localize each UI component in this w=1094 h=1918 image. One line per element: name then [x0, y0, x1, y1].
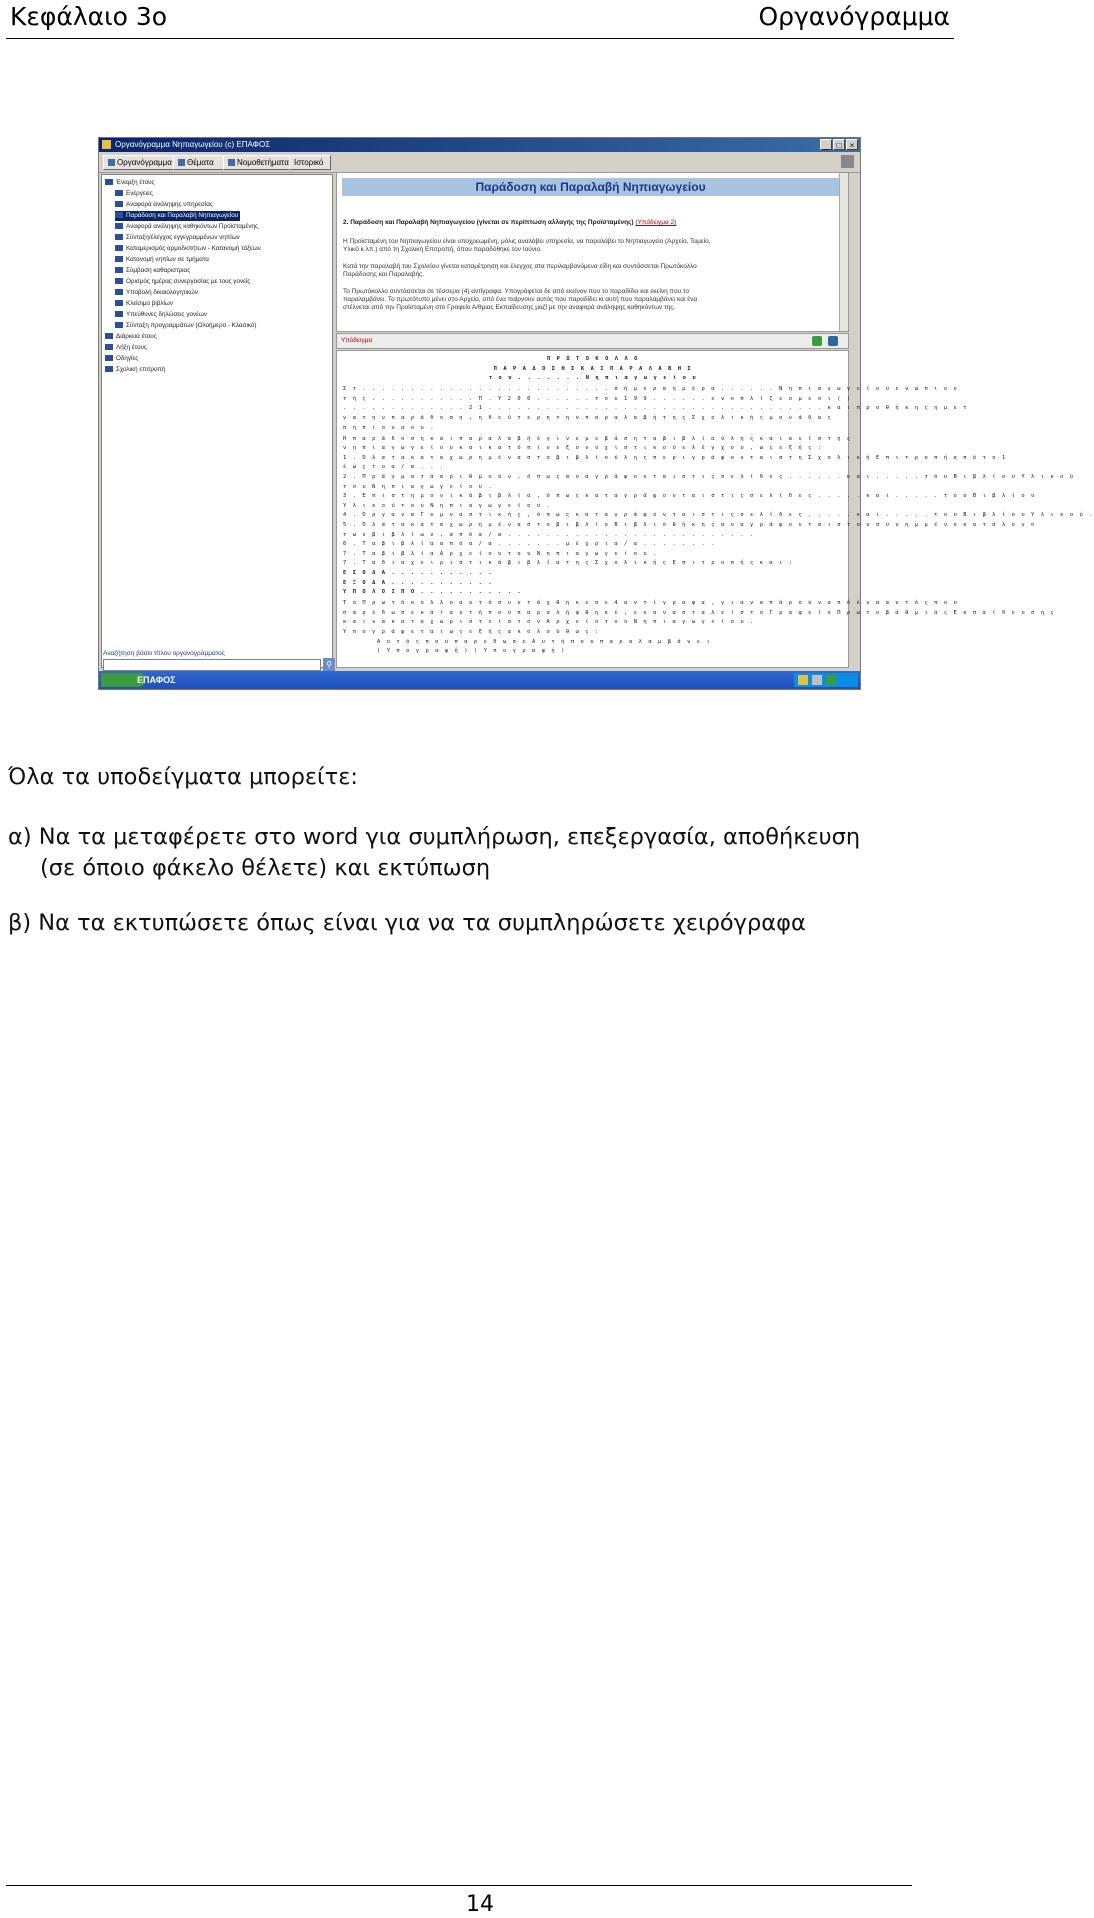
tree-node[interactable]: Λήξη έτους: [105, 343, 147, 353]
tree-node[interactable]: Αναφορά ανάληψης καθηκόντων Προϊσταμένης: [115, 222, 258, 232]
section-title: Οργανόγραμμα: [758, 2, 950, 31]
document-line: Α υ τ ό ς π ο υ π α ρ ε δ ω σ ε Α υ τ ή π ο υ π α ρ α λ α μ β ά ν ε ι: [377, 638, 712, 645]
search-input[interactable]: [103, 659, 321, 671]
document-line: 2 . Π ρ ά γ μ α τ α α ρ ι θ μ ο ύ ν , ό π ω ς α ν α γ ρ ά φ ο ν τ α ι σ τ ι ς σ ε λ ί δ ε ς . . . . . . κ α ι . . . . . τ ο υ Β ι β λ ί ο υ Υ λ ι κ ο ύ: [343, 474, 1075, 480]
document-line: 7 . Τ α δ ι α χ ε ι ρ ι σ τ ι κ ά β ι β λ ί α τ η ς Σ χ ο λ ι κ ή ς Ε π ι τ ρ ο π ή ς κ α ι :: [343, 560, 794, 567]
caption-option-b: β) Να τα εκτυπώσετε όπως είναι για να τα συμπληρώσετε χειρόγραφα: [8, 910, 806, 936]
tree-node[interactable]: Σύνταξη προγραμμάτων (Ολοήμερο - Κλασικό): [115, 321, 257, 331]
sample-link[interactable]: (Υπόδειγμα 2): [635, 219, 677, 226]
toolbar-legislation-button[interactable]: Νομοθετήματα: [223, 155, 295, 170]
document-line: τ ω ν β ι β λ ί ω ν , α π ό α / α . . . . . . . . . . . . . . . . . . . . . . . . . .: [343, 531, 755, 538]
export-word-icon[interactable]: [828, 336, 838, 346]
tree-node[interactable]: Σχολική επιτροπή: [105, 365, 165, 375]
document-line: 5 . Ό λ α τ α κ α τ α χ ω ρ η μ έ ν α σ τ ο β ι β λ ί ο Β ι β λ ι ο θ ή κ η ς α ν α γ ρ ά φ ο ν τ α ι σ τ ο ν σ υ ν η μ μ έ ν ο κ α τ ά λ ο γ ο: [343, 522, 1036, 528]
organogram-tree: [101, 174, 333, 668]
document-line: 3 . Ε π ι σ τ η μ ο ν ι κ ά β ι β λ ί α , ό π ω ς κ α τ α γ ρ ά φ ο ν τ α ι σ τ ι ς σ ε λ ί δ ε ς . . . . . κ α ι . . . . . τ ο υ Β ι β λ ί ο υ: [343, 493, 1036, 500]
document-line: Π Α Ρ Α Δ Ο Σ Η Σ Κ Α Ι Π Α Ρ Α Λ Α Β Η Σ: [493, 365, 693, 372]
document-line: 4 . Ό ρ γ α ν α Γ υ μ ν α σ τ ι κ ή ς , ό π ω ς κ α τ α γ ρ ά φ ο ν τ α ι σ τ ι ς σ ε λ ί δ ε ς . . . . . κ α ι . . . . . τ ο υ Β ι β λ ί ο υ Υ λ ι κ ο ύ .: [343, 512, 1094, 519]
document-line: τ ο υ Ν η π ι α γ ω γ ε ί ο υ .: [343, 483, 494, 490]
topic-scrollbar[interactable]: [839, 173, 848, 331]
document-line: ( Υ π ο γ ρ α φ ή ) ( Υ π ο γ ρ α φ ή ): [377, 648, 566, 655]
document-line: κ α ι ν α κ α τ α χ ω ρ ι σ τ ε ί σ τ ο ν Α ρ χ ε ί ο τ ο υ Ν η π ι α γ ω γ ε ί ο υ .: [343, 619, 755, 626]
window-title: Οργανόγραμμα Νηπιαγωγείου (c) ΕΠΑΦΟΣ: [115, 140, 271, 149]
document-line: 6 . Τ α β ι β λ ί α α π ό α / α . . . . . . . μ έ χ ρ ι α / α . . . . . . . .: [343, 541, 717, 548]
tree-node[interactable]: Διάρκεια έτους: [105, 332, 157, 342]
topic-banner: Παράδοση και Παραλαβή Νηπιαγωγείου: [342, 178, 839, 196]
topic-text: Το Πρωτόκολλο συντάσσεται σε τέσσερα (4) αντίγραφα. Υπογράφεται δε από εκείνον που το παραδίδει και εκείνη που το: [343, 288, 690, 295]
minimize-button[interactable]: _: [820, 139, 832, 150]
sample-bar: [336, 333, 849, 349]
search-label: Αναζήτηση βάσει τίτλου οργανογράμματος: [103, 650, 225, 657]
taskbar-label: ΕΠΑΦΟΣ: [137, 675, 176, 685]
page-number: 14: [466, 1892, 494, 1917]
tree-node-selected[interactable]: Παράδοση και Παραλαβή Νηπιαγωγείου: [115, 211, 240, 221]
exit-icon[interactable]: [826, 675, 836, 685]
info-icon[interactable]: [812, 675, 822, 685]
caption-option-a-continued: (σε όποιο φάκελο θέλετε) και εκτύπωση: [40, 855, 491, 881]
tree-node[interactable]: Σύνταξη/έλεγχος εγγεγραμμένων νηπίων: [115, 233, 240, 243]
document-line: έ ω ς τ ο α / α . . .: [343, 464, 445, 471]
tree-node[interactable]: Αναφορά ανάληψης υπηρεσίας: [115, 200, 213, 210]
document-line: Τ ο Π ρ ω τ ό κ ο λ λ ο α υ τ ό σ υ ν τ ά χ θ η κ ε σ ε 4 α ν τ ί γ ρ α φ α , γ ι α ν α π ά ρ ο υ ν α π ό έ ν α α υ τ ό ς π ο υ: [343, 600, 959, 607]
document-line: Υ π ο γ ρ ά φ ε τ α ι ω ς ε ξ ή ς α κ ο λ ο ύ θ ω ς :: [343, 629, 600, 635]
topics-icon: [178, 159, 185, 166]
document-line: 7 . Τ α β ι β λ ί α Α ρ χ ε ί ο υ τ ο υ Ν η π ι α γ ω γ ε ί ο υ .: [343, 550, 658, 557]
topic-text: Κατά την παραλαβή του Σχολείου γίνεται καταμέτρηση και έλεγχος στα περιλαμβανόμενα είδη και συντάσσεται Πρωτόκολλο: [343, 263, 697, 270]
document-line: Σ τ . . . . . . . . . . . . . . . . . . . . . . . . . . σ ή μ ε ρ α η μ έ ρ α . . . . . . Ν η π ι α γ ω γ ε ί ο υ ε ν ώ π ι ο ν: [343, 386, 959, 393]
document-line: Υ λ ι κ ο ύ τ ο υ Ν η π ι α γ ω γ ε ί ο υ .: [343, 502, 552, 509]
tree-node[interactable]: Υπεύθυνες δηλώσεις γονέων: [115, 310, 207, 320]
organogram-icon: [108, 159, 115, 166]
document-line: τ ή ς . . . . . . . . . . . Π . Υ 2 0 0 . . . . . . τ ο υ 1 9 9 . . . . . . ε ν ο π λ ί ζ ε ο μ ε ο ι ( ): [343, 395, 852, 402]
print-icon[interactable]: [841, 155, 854, 168]
application-screenshot: [98, 137, 1094, 690]
topic-text: παραλαμβάνει. Το πρωτότυπο μένει στο Αρχείο, από ένα παίρνουν αυτός που παραδίδει κι αυτή που παραλαμβάνει και ένα: [343, 296, 698, 303]
document-line: 1 . Ό λ α τ α κ α τ α χ ω ρ η μ έ ν α σ τ ο β ι β λ ί ο ύ λ η ς π ε ρ ι γ ρ ά φ ο ν τ α ι σ τ η Σ χ ο λ ι κ ή Ε π ι τ ρ ο π ή α π ό τ ο 1: [343, 454, 1007, 461]
sample-document: [336, 350, 1094, 668]
topic-text: Παράδοσης και Παραλαβής.: [343, 271, 424, 278]
document-line: ν η π ι α γ ω γ ε ί ο υ κ α ι κ α τ ό π ι ν ε ξ ο ν υ χ ι σ τ ι κ ο ύ ε λ έ γ χ ο υ , ω ς ε ξ ή ς :: [343, 445, 823, 452]
caption-option-a: α) Να τα μεταφέρετε στο word για συμπλήρωση, επεξεργασία, αποθήκευση: [8, 824, 861, 850]
toolbar-history-button[interactable]: Ιστορικό: [289, 155, 331, 170]
topic-heading: 2. Παράδοση και Παραλαβή Νηπιαγωγείου (γίνεται σε περίπτωση αλλαγής της Προϊσταμένης) (Υπόδειγμα 2): [343, 219, 677, 226]
tree-node[interactable]: Οδηγίες: [105, 354, 138, 364]
topic-text: στέλνεται από την Προϊσταμένη στο Γραφείο Α/θμιας Εκπαίδευσης μαζί με την αναφορά ανάληψης καθηκόντων της.: [343, 304, 676, 311]
document-line: π α ρ έ δ ω σ ε κ α ι α υ τ ή π ο υ π α ρ α λ ή φ θ η κ ε , ε ν α ν α σ τ α λ ε ί σ τ ο Γ ρ α φ ε ί ο Π ρ ω τ ο β ά θ μ ι α ς Ε κ π α ί δ ε υ σ η ς: [343, 609, 1056, 616]
caption-intro: Όλα τα υποδείγματα μπορείτε:: [8, 764, 358, 790]
tree-node[interactable]: Κλείσιμο βιβλίων: [115, 299, 173, 309]
document-line: Ε Ξ Ο Δ Α . . . . . . . . . . .: [343, 579, 494, 586]
topic-text: Η Προϊσταμένη του Νηπιαγωγείου είναι υποχρεωμένη, μόλις αναλάβει υπηρεσία, να παραλάβει το Νηπιαγωγείο (Αρχείο, Ταμείο,: [343, 238, 711, 245]
document-line: Η π α ρ ά δ ο σ η κ α ι π α ρ α λ α β ή έ γ ι ν ε μ ε β ά σ η τ α β ι β λ ί α ύ λ η ς κ α ι α ν ί σ τ η ς: [343, 435, 852, 442]
tree-node[interactable]: Σύμβαση καθαριστριας: [115, 266, 190, 276]
tree-node[interactable]: Κατανομή νηπίων σε τμήματα: [115, 255, 209, 265]
chapter-title: Κεφάλαιο 3ο: [10, 2, 168, 31]
document-line: Ε Σ Ο Δ Α . . . . . . . . . . .: [343, 570, 494, 576]
legislation-icon: [228, 159, 235, 166]
window-buttons: [819, 139, 858, 153]
document-line: τ ο υ . . . . . . . Ν η π ι α γ ω γ ε ί ο υ: [488, 375, 698, 382]
page-header: [6, 0, 954, 39]
document-line: Υ Π Ο Λ Ο Ι Π Ο . . . . . . . . . . .: [343, 589, 523, 596]
search-icon[interactable]: ⚲: [323, 658, 335, 671]
toolbar-topics-button[interactable]: Θέματα: [173, 155, 229, 170]
app-icon: [102, 140, 111, 149]
tree-node[interactable]: Έναρξη έτους: [105, 178, 155, 188]
system-tray: [794, 673, 858, 687]
help-icon[interactable]: [798, 675, 808, 685]
tree-node[interactable]: Ενέργειες: [115, 189, 153, 199]
tree-node[interactable]: Ορισμός ημέρας συνεργασίας με τους γονείς: [115, 277, 250, 287]
tree-node[interactable]: Καταμερισμός αρμοδιοτήτων - Κατανομή τάξεων: [115, 244, 261, 254]
window-titlebar: [99, 138, 860, 152]
document-line: Π Ρ Ω Τ Ο Κ Ο Λ Λ Ο: [546, 356, 640, 362]
sample-label: Υπόδειγμα: [341, 337, 373, 344]
refresh-icon[interactable]: [812, 336, 822, 346]
toolbar-organogram-button[interactable]: Οργανόγραμμα: [103, 155, 179, 170]
topic-text: Υλικό κ.λπ.) από τη Σχολική Επιτροπή, όπου παραδόθηκε τον Ιούνιο.: [343, 246, 542, 253]
document-line: ν α τ η ν π α ρ ά δ ο σ η , η δ ε ύ τ ε ρ η τ η ν π α ρ α λ α β ή τ η ς Σ χ ο λ ι κ ή ς μ ο ν ά δ α ς: [343, 415, 833, 421]
footer-rule: [6, 1885, 912, 1886]
document-line: . . . . . . . . . . . . . 2 1 . . . . . . . . . . . . . . . . . . . . . . . . . . . . . . . . . . . κ α ι π ρ ο θ ή κ η ς η μ ε τ: [343, 405, 969, 412]
taskbar: [99, 671, 860, 689]
maximize-button[interactable]: □: [833, 139, 845, 150]
topic-panel: [336, 172, 849, 332]
document-line: π η π ι ο ν α ο υ .: [343, 424, 436, 431]
toolbar: [99, 152, 860, 173]
tree-node[interactable]: Υποβολή δικαιολογητικών: [115, 288, 198, 298]
close-button[interactable]: ×: [846, 139, 858, 150]
